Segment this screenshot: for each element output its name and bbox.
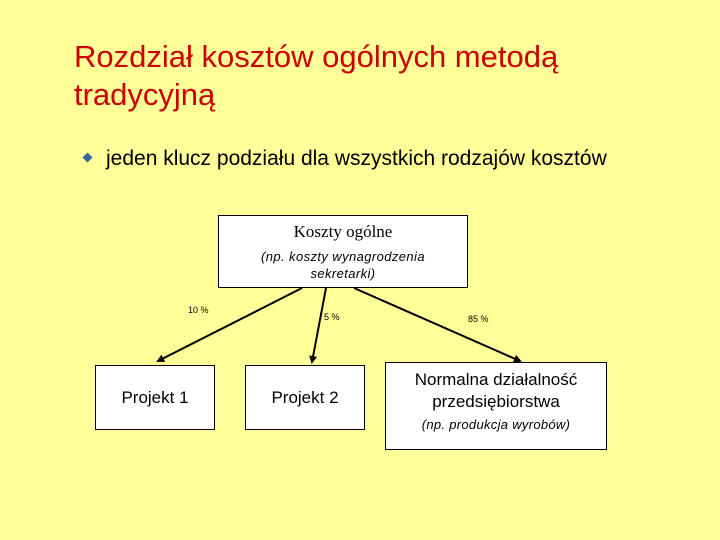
normal-operations-box: [385, 362, 607, 450]
normal-operations-example: (np. produkcja wyrobów): [421, 417, 571, 432]
percent-projekt-2: 5 %: [324, 312, 340, 322]
overhead-costs-title: Koszty ogólne: [293, 222, 393, 241]
arrow-to-projekt-1: [158, 288, 302, 361]
arrow-to-normalna: [354, 288, 520, 361]
projekt-1-box: [95, 365, 215, 430]
projekt-1-label: Projekt 1: [121, 388, 189, 407]
percent-normalna: 85 %: [468, 314, 489, 324]
slide-title: Rozdział kosztów ogólnych metodą tradycyjną: [74, 39, 559, 112]
bullet-text: jeden klucz podziału dla wszystkich rodzajów kosztów: [106, 147, 607, 170]
arrow-to-projekt-2: [312, 288, 326, 362]
percent-projekt-1: 10 %: [188, 305, 209, 315]
overhead-costs-box: [218, 215, 468, 288]
projekt-2-box: [245, 365, 365, 430]
overhead-costs-example: (np. koszty wynagrodzenia sekretarki): [261, 249, 425, 281]
projekt-2-label: Projekt 2: [271, 388, 339, 407]
normal-operations-label: Normalna działalność przedsiębiorstwa: [414, 370, 578, 411]
